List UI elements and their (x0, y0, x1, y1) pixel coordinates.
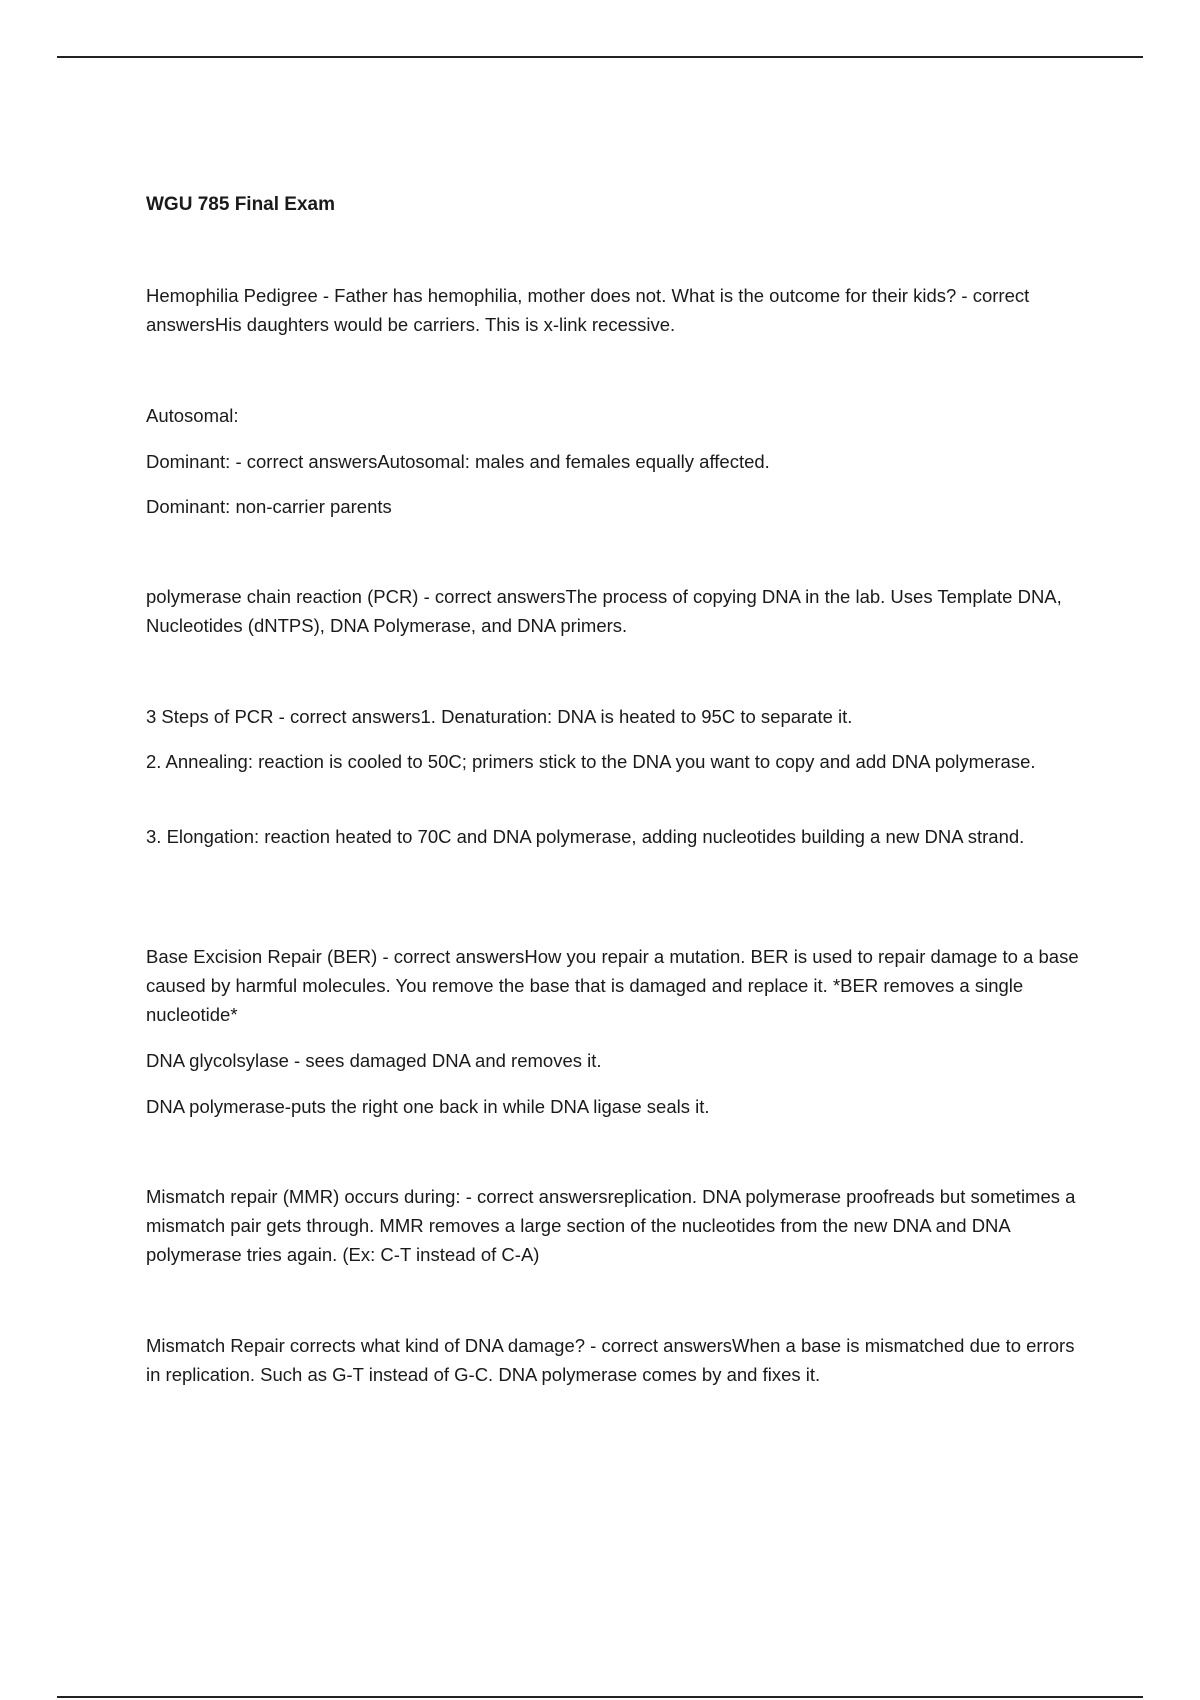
footer-rule (57, 1696, 1143, 1698)
paragraph-mismatch-repair: Mismatch Repair corrects what kind of DNA damage? - correct answersWhen a base is mismatched due to errors in replication. Such as G-T instead of G-C. DNA polymerase comes by and fixes it. (146, 1335, 1075, 1385)
paragraph-hemophilia: Hemophilia Pedigree - Father has hemophilia, mother does not. What is the outcome for their kids? - correct answersHis daughters would be carriers. This is x-link recessive. (146, 285, 1030, 335)
paragraph-glycosylase: DNA glycolsylase - sees damaged DNA and removes it. (146, 1050, 602, 1071)
paragraph-annealing: 2. Annealing: reaction is cooled to 50C; primers stick to the DNA you want to copy and add DNA polymerase. (146, 751, 1036, 772)
paragraph-pcr-steps: 3 Steps of PCR - correct answers1. Denaturation: DNA is heated to 95C to separate it. (146, 706, 853, 727)
header-rule (57, 56, 1143, 58)
paragraph-mmr: Mismatch repair (MMR) occurs during: - correct answersreplication. DNA polymerase proofreads but sometimes a mismatch pair gets through. MMR removes a large section of the nucleotides from the new DNA and DNA polymerase tries again. (Ex: C-T instead of C-A) (146, 1186, 1076, 1265)
paragraph-elongation: 3. Elongation: reaction heated to 70C and DNA polymerase, adding nucleotides building a new DNA strand. (146, 826, 1025, 847)
paragraph-dominant-non-carrier: Dominant: non-carrier parents (146, 496, 392, 517)
paragraph-dominant: Dominant: - correct answersAutosomal: males and females equally affected. (146, 451, 770, 472)
paragraph-pcr: polymerase chain reaction (PCR) - correct answersThe process of copying DNA in the lab. Uses Template DNA, Nucleotides (dNTPS), DNA Polymerase, and DNA primers. (146, 586, 1062, 636)
paragraph-polymerase-ligase: DNA polymerase-puts the right one back in while DNA ligase seals it. (146, 1096, 710, 1117)
document-title: WGU 785 Final Exam (146, 194, 336, 215)
paragraph-autosomal: Autosomal: (146, 405, 239, 426)
paragraph-ber: Base Excision Repair (BER) - correct answersHow you repair a mutation. BER is used to repair damage to a base caused by harmful molecules. You remove the base that is damaged and replace it. *BER removes a single nucleotide* (146, 946, 1079, 1025)
